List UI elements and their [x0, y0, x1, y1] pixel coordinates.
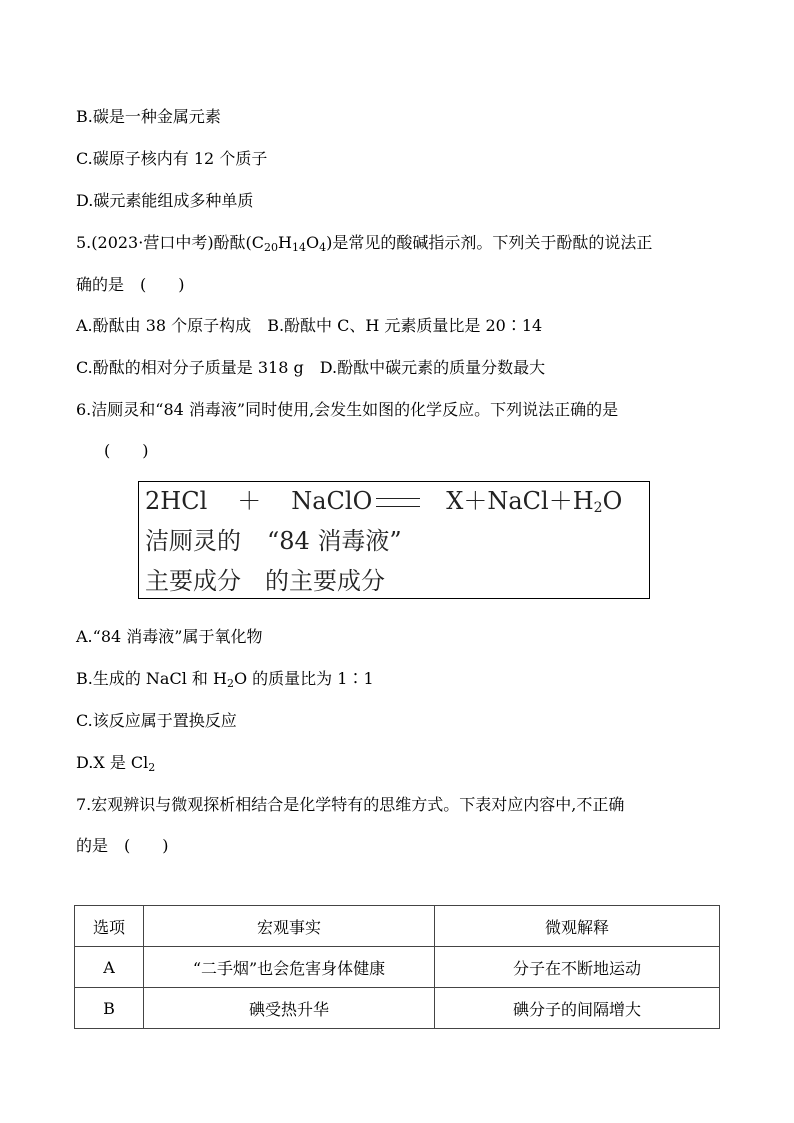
equals-sign [376, 498, 420, 507]
table-cell: 碘受热升华 [144, 988, 435, 1029]
table-cell: 碘分子的间隔增大 [435, 988, 720, 1029]
equation-line: 2HCl ＋ NaClO $X+NaCl+H_2O$ [145, 487, 623, 516]
table-cell: “二手烟”也会危害身体健康 [144, 947, 435, 988]
table-header-row [75, 906, 720, 947]
equation-label-line2: 主要成分 的主要成分 [145, 567, 385, 595]
table-cell: 分子在不断地运动 [435, 947, 720, 988]
q7-table [74, 905, 720, 1029]
q5-stem-line1: 5.(2023·营口中考)酚酞$(C_{20}H_{14}O_4)$是常见的酸碱指示剂。下列关于酚酞的说法正 [76, 233, 653, 254]
q5-options-cd: C.酚酞的相对分子质量是 318 g D.酚酞中碳元素的质量分数最大 [76, 358, 546, 377]
table-header-cell: 宏观事实 [144, 906, 435, 947]
q4-option-c: C.碳原子核内有 12 个质子 [76, 149, 268, 168]
reaction-equation-box [138, 481, 650, 599]
q5-options-ab: A.酚酞由 38 个原子构成 B.酚酞中 C、H 元素质量比是 20∶14 [76, 316, 543, 335]
table-cell: A [75, 947, 144, 988]
q7-stem-line2: 的是 ( ) [76, 836, 169, 855]
q5-stem-line2: 确的是 ( ) [76, 275, 185, 294]
q6-answer-paren: ( ) [104, 441, 149, 460]
q4-option-b: B.碳是一种金属元素 [76, 107, 221, 126]
table-row [75, 988, 720, 1029]
q6-option-d: D.X 是 $Cl_2$ [76, 753, 156, 774]
equation-label-line1: 洁厕灵的 “84 消毒液” [145, 527, 402, 555]
q6-option-c: C.该反应属于置换反应 [76, 711, 237, 730]
q6-stem: 6.洁厕灵和“84 消毒液”同时使用,会发生如图的化学反应。下列说法正确的是 [76, 400, 619, 419]
q4-option-d: D.碳元素能组成多种单质 [76, 191, 254, 210]
table-cell: B [75, 988, 144, 1029]
q7-stem-line1: 7.宏观辨识与微观探析相结合是化学特有的思维方式。下表对应内容中,不正确 [76, 795, 625, 814]
table-row [75, 947, 720, 988]
table-header-cell: 微观解释 [435, 906, 720, 947]
table-header-cell: 选项 [75, 906, 144, 947]
q6-option-b: B.生成的 NaCl 和 $H_2O$ 的质量比为 1∶1 [76, 669, 374, 690]
q6-option-a: A.“84 消毒液”属于氧化物 [76, 627, 263, 646]
